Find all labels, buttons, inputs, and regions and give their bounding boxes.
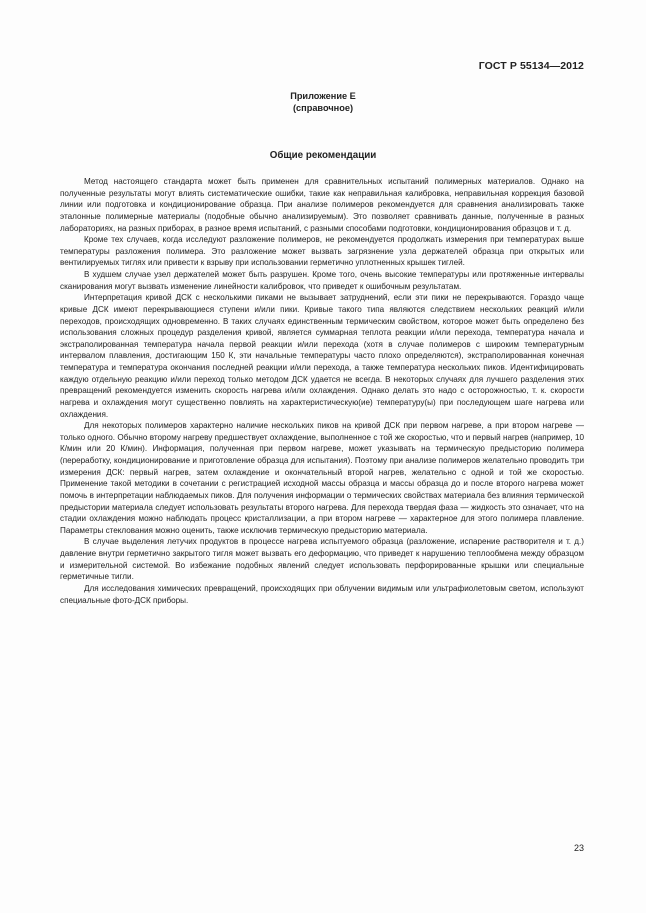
paragraph: Интерпретация кривой ДСК с несколькими пиками не вызывает затруднений, если эти пики не перекрываются. Гораздо чаще кривые ДСК имеют перекрывающиеся ступени и/или пики. Кривые такого типа являются следствием нескольких реакций и/или переходов, происходящих одновременно. В таких случаях единственным термическим свойством, которое может быть определено без использования сложных процедур разделения кривой, является суммарная теплота реакции и/или перехода, температура начала и экстраполированная температура начала первой реакции и/или перехода (хотя в случае полимеров с широким температурным интервалом плавления, достигающим 150 К, эти начальные температуры часто плохо определяются), экстраполированная конечная температура и температура окончания последней реакции и/или перехода, а также температура нескольких пиков. Идентифицировать каждую отдельную реакцию и/или переход только методом ДСК удается не всегда. В некоторых случаях для лучшего разделения этих превращений рекомендуется изменить скорость нагрева и/или охлаждения. Однако делать это надо с осторожностью, т. к. скорости нагрева и охлаждения могут существенно повлиять на характеристическую(ие) температуру(ы) при последующем шаге нагрева или охлаждения. xyxy=(60,293,584,419)
appendix-title: Приложение Е xyxy=(290,91,356,101)
appendix-subtitle: (справочное) xyxy=(292,103,353,113)
body-text xyxy=(60,176,584,606)
paragraph: Для некоторых полимеров характерно наличие нескольких пиков на кривой ДСК при первом нагреве, а при втором нагреве — только одного. Обычно второму нагреву предшествует охлаждение, выполненное с той же скоростью, что и первый нагрев (например, 10 К/мин или 20 К/мин). Информация, полученная при первом нагреве, может указывать на термическую предысторию полимера (переработку, кондиционирование и приготовление образца для испытания). Поэтому при анализе полимеров желательно проводить три измерения ДСК: первый нагрев, затем охлаждение и окончательный второй нагрев, желательно с одной и той же скоростью. Применение такой методики в сочетании с регистрацией исходной массы образца и массы образца до и после второго нагрева может помочь в интерпретации наблюдаемых пиков. Для получения информации о термических свойствах материала без влияния термической предыстории материала следует использовать результаты второго нагрева. Для перехода твердая фаза — жидкость это означает, что на стадии охлаждения можно наблюдать процесс кристаллизации, а при втором нагреве — характерное для этого полимера плавление. Параметры стеклования можно оценить, также исключив термическую предысторию материала. xyxy=(60,421,584,535)
paragraph: Метод настоящего стандарта может быть применен для сравнительных испытаний полимерных материалов. Однако на полученные результаты могут влиять систематические ошибки, такие как неправильная калибровка, неправильная коррекция базовой линии или подготовка и кондиционирование образца. При анализе полимеров рекомендуется для сравнения анализировать также эталонные полимерные материалы (подобные обычно анализируемым). Это позволяет сравнивать данные, полученные в разных лабораториях, на разных приборах, в разное время испытаний, с разными способами подготовки, кондиционирования образцов и т. д. xyxy=(60,177,584,233)
paragraph: Кроме тех случаев, когда исследуют разложение полимеров, не рекомендуется продолжать измерения при температурах выше температуры разложения полимера. Это разложение может вызвать загрязнение узла держателей образца при открытых или вентилируемых тиглях или привести к взрыву при использовании герметично уплотненных крышек тиглей. xyxy=(60,235,584,268)
paragraph: В худшем случае узел держателей может быть разрушен. Кроме того, очень высокие температуры или протяженные интервалы сканирования могут вызвать изменение линейности калибровок, что приведет к ошибочным результатам. xyxy=(60,270,584,291)
page-number: 23 xyxy=(573,843,584,853)
section-heading: Общие рекомендации xyxy=(269,150,377,161)
appendix-label xyxy=(0,90,646,114)
paragraph: В случае выделения летучих продуктов в процессе нагрева испытуемого образца (разложение, испарение растворителя и т. д.) давление внутри герметично закрытого тигля может вызвать его деформацию, что приведет к нарушению теплообмена между образцом и измерительной системой. Во избежание подобных явлений следует использовать перфорированные крышки или специальные герметичные тигли. xyxy=(60,537,584,582)
document-code: ГОСТ Р 55134—2012 xyxy=(478,60,584,72)
paragraph: Для исследования химических превращений, происходящих при облучении видимым или ультрафиолетовым светом, используют специальные фото-ДСК приборы. xyxy=(60,583,584,605)
